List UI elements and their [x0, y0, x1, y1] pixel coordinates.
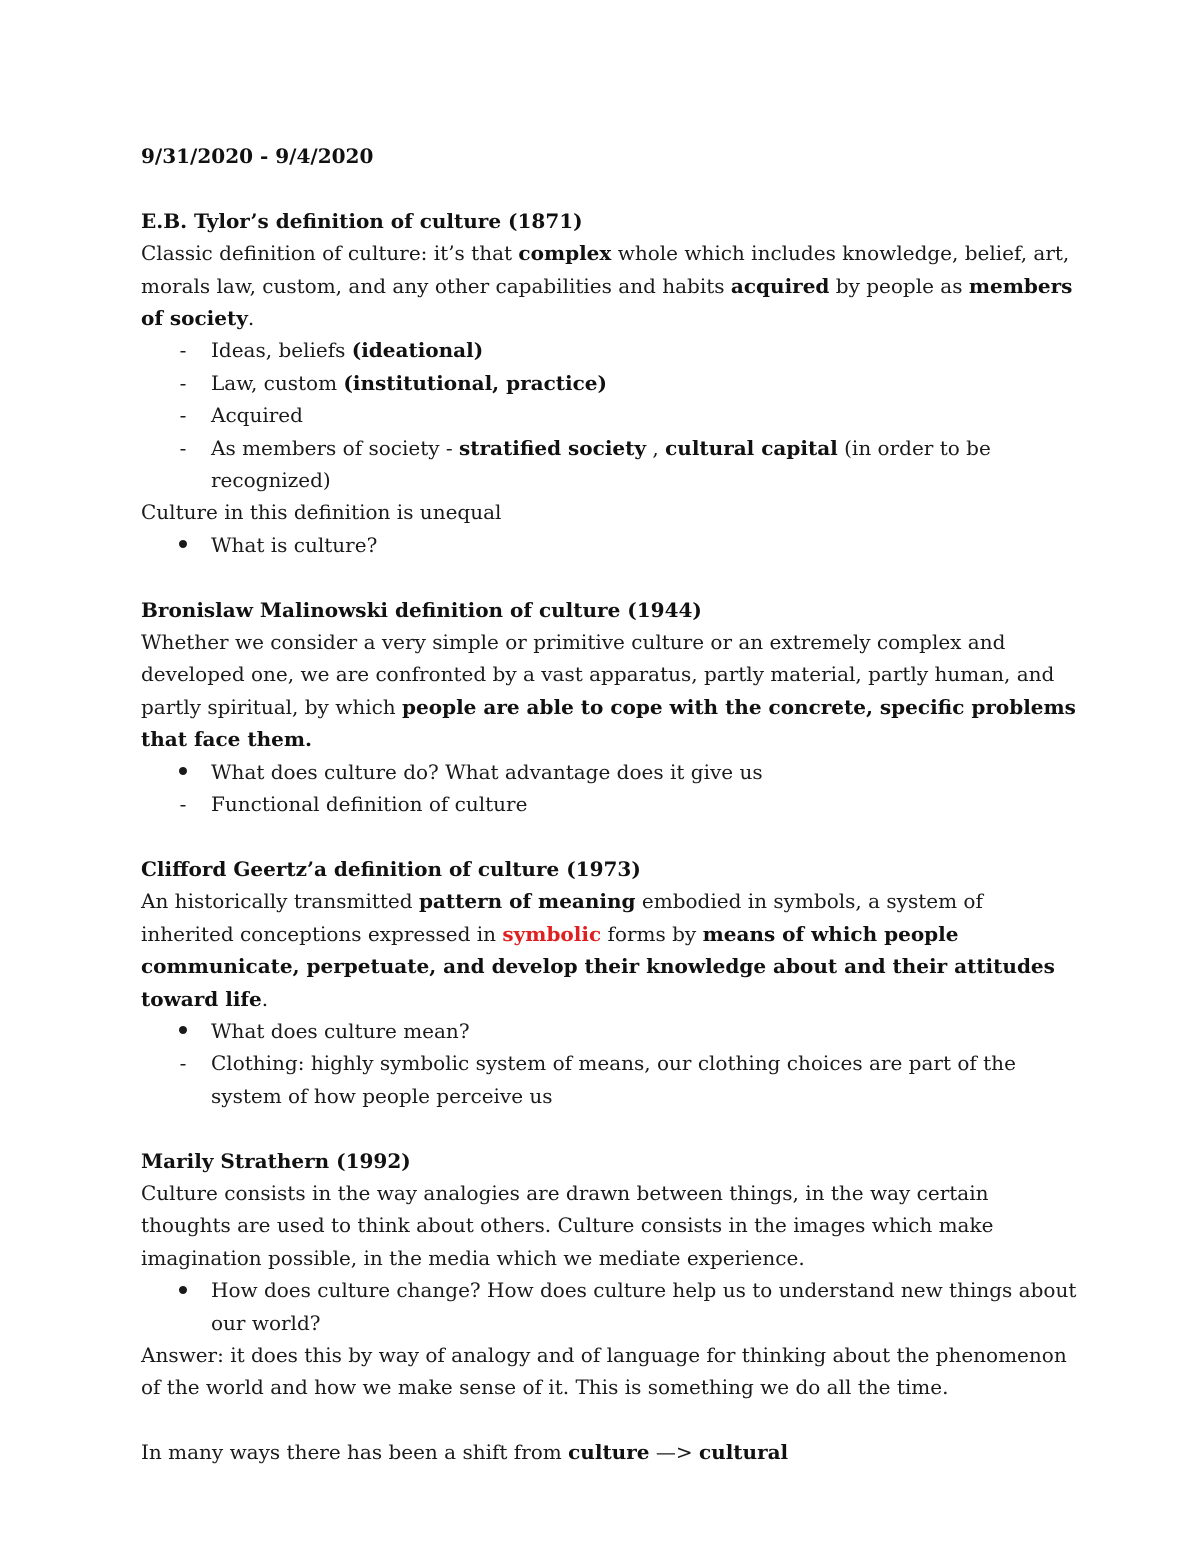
list-item: What is culture? — [141, 529, 1081, 561]
spacer — [141, 1112, 1081, 1144]
list-item: - Acquired — [141, 399, 1081, 431]
list-item: - Ideas, beliefs (ideational) — [141, 334, 1081, 366]
list-item: What does culture do? What advantage does it give us — [141, 756, 1081, 788]
malinowski-paragraph: Whether we consider a very simple or primitive culture or an extremely complex and developed one, we are confronted by a vast apparatus, partly material, partly human, and partly spiritual, by which people are able to cope with the concrete, specific problems that face them. — [141, 630, 1076, 752]
bullet-icon — [173, 1274, 193, 1306]
list-item: - Law, custom (institutional, practice) — [141, 367, 1081, 399]
tylor-heading: E.B. Tylor’s definition of culture (1871) — [141, 208, 583, 233]
list-item: What does culture mean? — [141, 1015, 1081, 1047]
dash-marker: - — [179, 435, 187, 460]
spacer — [141, 172, 1081, 204]
tylor-note: Culture in this definition is unequal — [141, 500, 502, 525]
malinowski-heading: Bronislaw Malinowski definition of culture (1944) — [141, 597, 702, 622]
spacer — [141, 1404, 1081, 1436]
bullet-icon — [173, 529, 193, 561]
list-item: How does culture change? How does culture help us to understand new things about our world? — [141, 1274, 1081, 1339]
document-body — [141, 140, 1081, 1469]
geertz-heading: Clifford Geertz’a definition of culture (1973) — [141, 856, 641, 881]
dash-marker: - — [179, 403, 187, 428]
strathern-answer: Answer: it does this by way of analogy and of language for thinking about the phenomenon of the world and how we make sense of it. This is something we do all the time. — [141, 1342, 1067, 1400]
geertz-paragraph: An historically transmitted pattern of meaning embodied in symbols, a system of inherited conceptions expressed in symbolic forms by means of which people communicate, perpetuate, and develop their knowledge about and their attitudes toward life. — [141, 889, 1055, 1011]
spacer — [141, 821, 1081, 853]
dash-marker: - — [179, 1051, 187, 1076]
list-item: - Functional definition of culture — [141, 788, 1081, 820]
list-item: - Clothing: highly symbolic system of means, our clothing choices are part of the system of how people perceive us — [141, 1047, 1081, 1112]
shift-line: In many ways there has been a shift from culture —> cultural — [141, 1440, 789, 1465]
bullet-icon — [173, 1015, 193, 1047]
bullet-icon — [173, 756, 193, 788]
dash-marker: - — [179, 370, 187, 395]
strathern-paragraph: Culture consists in the way analogies are drawn between things, in the way certain thoughts are used to think about others. Culture consists in the images which make imagination possible, in the media which we mediate experience. — [141, 1180, 994, 1270]
date-range: 9/31/2020 - 9/4/2020 — [141, 144, 374, 168]
dash-marker: - — [179, 338, 187, 363]
tylor-paragraph: Classic definition of culture: it’s that complex whole which includes knowledge, belief, art, morals law, custom, and any other capabilities and habits acquired by people as members of society. — [141, 241, 1073, 331]
dash-marker: - — [179, 792, 187, 817]
spacer — [141, 561, 1081, 593]
list-item: - As members of society - stratified society , cultural capital (in order to be recognized) — [141, 432, 1081, 497]
highlighted-word: symbolic — [502, 921, 602, 946]
strathern-heading: Marily Strathern (1992) — [141, 1148, 411, 1173]
